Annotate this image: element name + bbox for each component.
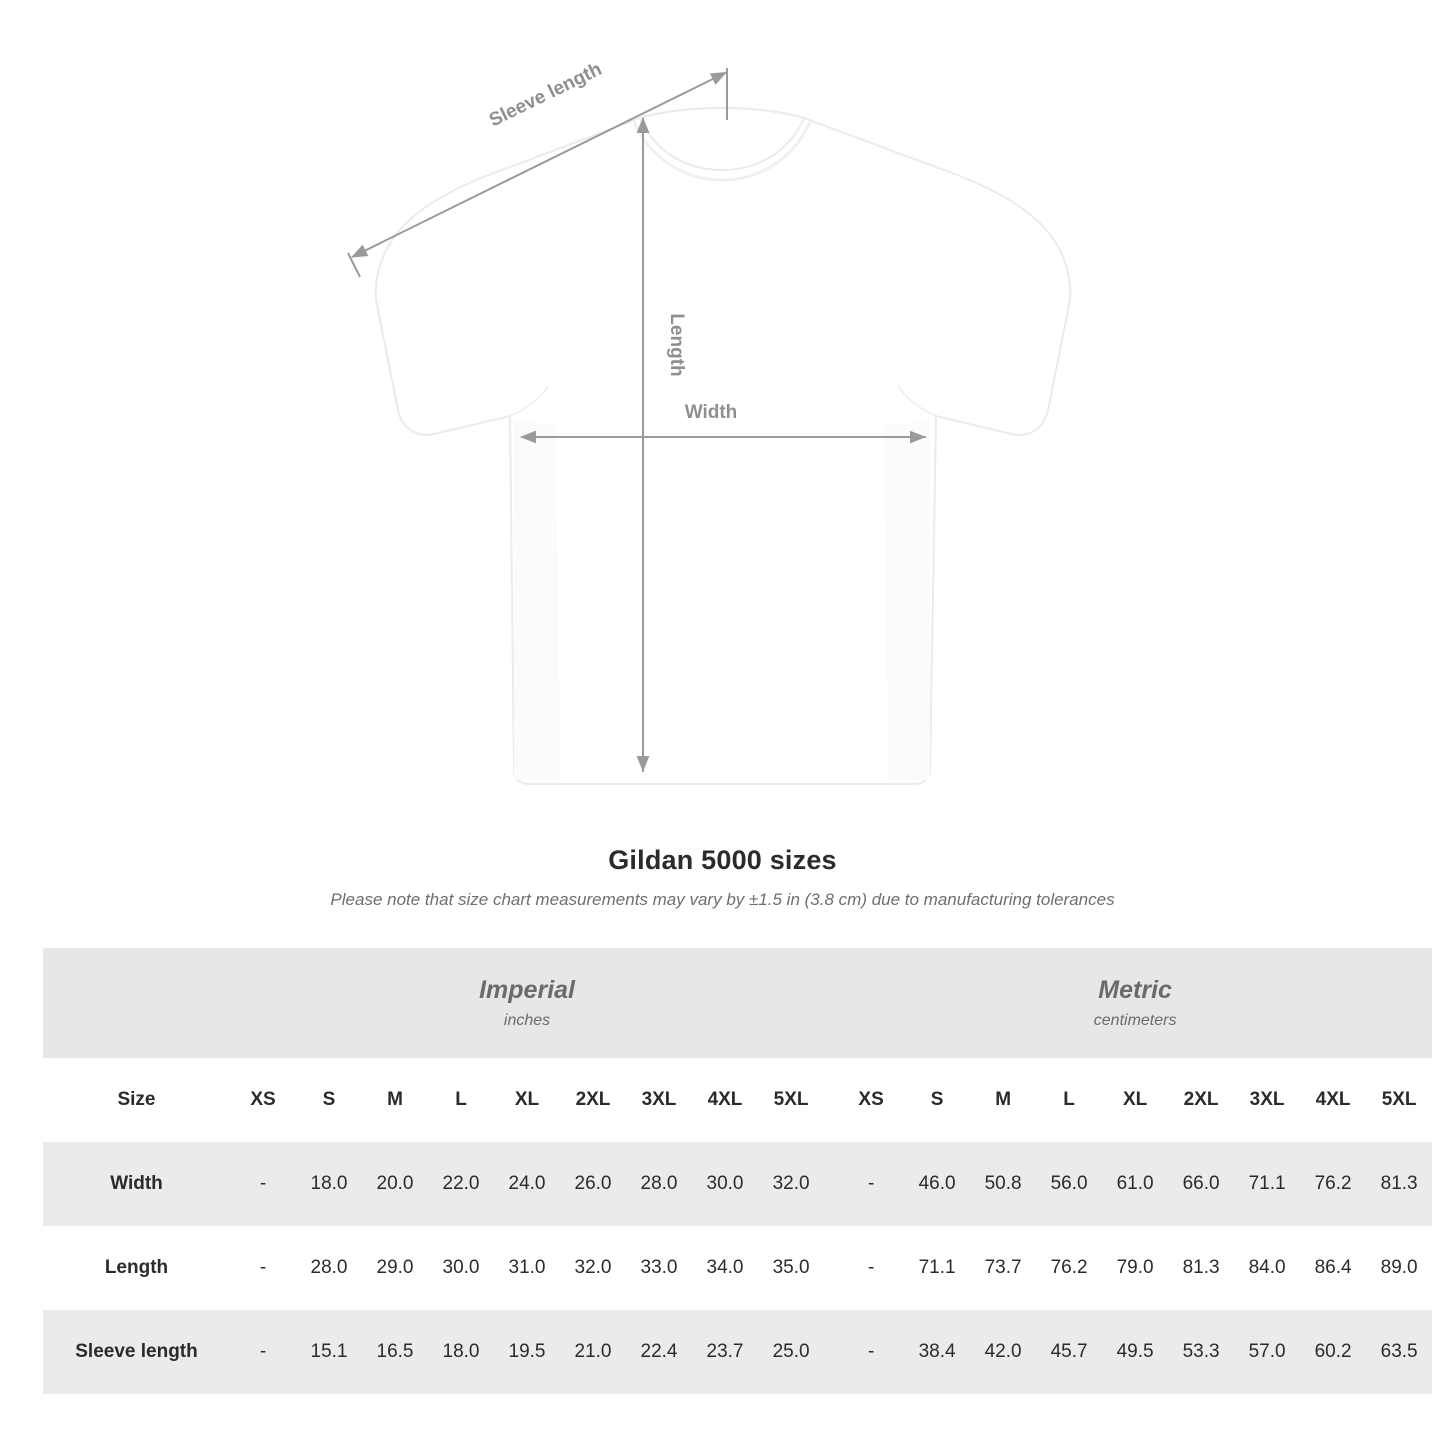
header-size-metric-3xl: 3XL — [1234, 1058, 1300, 1142]
title-block — [0, 845, 1445, 910]
header-size-metric-2xl: 2XL — [1168, 1058, 1234, 1142]
cell-sleeve-metric-l: 45.7 — [1036, 1310, 1102, 1394]
header-size-imperial-4xl: 4XL — [692, 1058, 758, 1142]
table-row — [43, 1310, 1432, 1394]
cell-sleeve-imperial-5xl: 25.0 — [758, 1310, 824, 1394]
cell-sleeve-imperial-3xl: 22.4 — [626, 1310, 692, 1394]
cell-sleeve-metric-5xl: 63.5 — [1366, 1310, 1432, 1394]
cell-length-imperial-m: 29.0 — [362, 1226, 428, 1310]
cell-width-metric-xl: 61.0 — [1102, 1142, 1168, 1226]
cell-sleeve-imperial-xl: 19.5 — [494, 1310, 560, 1394]
cell-length-imperial-5xl: 35.0 — [758, 1226, 824, 1310]
cell-length-imperial-3xl: 33.0 — [626, 1226, 692, 1310]
cell-sleeve-metric-3xl: 57.0 — [1234, 1310, 1300, 1394]
header-size-imperial-xl: XL — [494, 1058, 560, 1142]
header-size-metric-4xl: 4XL — [1300, 1058, 1366, 1142]
cell-length-metric-4xl: 86.4 — [1300, 1226, 1366, 1310]
cell-length-metric-xs: - — [838, 1226, 904, 1310]
cell-length-imperial-2xl: 32.0 — [560, 1226, 626, 1310]
header-size-metric-5xl: 5XL — [1366, 1058, 1432, 1142]
cell-length-imperial-xs: - — [230, 1226, 296, 1310]
cell-length-imperial-xl: 31.0 — [494, 1226, 560, 1310]
cell-width-imperial-s: 18.0 — [296, 1142, 362, 1226]
cell-sleeve-imperial-l: 18.0 — [428, 1310, 494, 1394]
size-table — [43, 948, 1432, 1394]
tshirt-shape — [376, 108, 1071, 784]
metric-subtitle: centimeters — [1093, 1012, 1177, 1029]
cell-length-imperial-l: 30.0 — [428, 1226, 494, 1310]
page-title: Gildan 5000 sizes — [608, 845, 837, 875]
header-size-label: Size — [43, 1058, 230, 1142]
size-table-wrapper — [43, 948, 1418, 1394]
width-label: Width — [684, 402, 738, 423]
unit-header-metric — [838, 948, 1432, 1058]
cell-sleeve-metric-m: 42.0 — [970, 1310, 1036, 1394]
cell-sleeve-imperial-xs: - — [230, 1310, 296, 1394]
imperial-title: Imperial — [479, 976, 575, 1004]
header-size-imperial-s: S — [296, 1058, 362, 1142]
cell-sleeve-imperial-2xl: 21.0 — [560, 1310, 626, 1394]
cell-width-metric-s: 46.0 — [904, 1142, 970, 1226]
cell-width-imperial-3xl: 28.0 — [626, 1142, 692, 1226]
row-gap-sleeve — [824, 1310, 838, 1394]
cell-length-imperial-s: 28.0 — [296, 1226, 362, 1310]
cell-width-metric-4xl: 76.2 — [1300, 1142, 1366, 1226]
row-gap-width — [824, 1142, 838, 1226]
cell-width-metric-xs: - — [838, 1142, 904, 1226]
unit-header-row — [43, 948, 1432, 1058]
cell-width-imperial-l: 22.0 — [428, 1142, 494, 1226]
header-size-imperial-xs: XS — [230, 1058, 296, 1142]
cell-length-metric-l: 76.2 — [1036, 1226, 1102, 1310]
cell-length-metric-3xl: 84.0 — [1234, 1226, 1300, 1310]
cell-width-imperial-xs: - — [230, 1142, 296, 1226]
cell-length-metric-s: 71.1 — [904, 1226, 970, 1310]
header-size-metric-xl: XL — [1102, 1058, 1168, 1142]
cell-sleeve-imperial-s: 15.1 — [296, 1310, 362, 1394]
cell-width-imperial-xl: 24.0 — [494, 1142, 560, 1226]
row-label-sleeve-length: Sleeve length — [43, 1310, 230, 1394]
unit-header-gap — [824, 948, 838, 1058]
header-size-metric-m: M — [970, 1058, 1036, 1142]
cell-sleeve-metric-s: 38.4 — [904, 1310, 970, 1394]
cell-length-metric-xl: 79.0 — [1102, 1226, 1168, 1310]
cell-width-imperial-m: 20.0 — [362, 1142, 428, 1226]
cell-sleeve-metric-2xl: 53.3 — [1168, 1310, 1234, 1394]
cell-sleeve-metric-xs: - — [838, 1310, 904, 1394]
header-size-imperial-3xl: 3XL — [626, 1058, 692, 1142]
table-row — [43, 1226, 1432, 1310]
header-size-metric-l: L — [1036, 1058, 1102, 1142]
row-gap-length — [824, 1226, 838, 1310]
imperial-subtitle: inches — [503, 1012, 551, 1029]
measurement-note: Please note that size chart measurements may vary by ±1.5 in (3.8 cm) due to manufacturing tolerances — [330, 890, 1115, 909]
cell-sleeve-metric-4xl: 60.2 — [1300, 1310, 1366, 1394]
row-label-length: Length — [43, 1226, 230, 1310]
cell-sleeve-imperial-4xl: 23.7 — [692, 1310, 758, 1394]
header-size-imperial-m: M — [362, 1058, 428, 1142]
table-row — [43, 1142, 1432, 1226]
cell-width-imperial-5xl: 32.0 — [758, 1142, 824, 1226]
cell-length-imperial-4xl: 34.0 — [692, 1226, 758, 1310]
header-size-metric-s: S — [904, 1058, 970, 1142]
cell-width-metric-2xl: 66.0 — [1168, 1142, 1234, 1226]
cell-width-metric-5xl: 81.3 — [1366, 1142, 1432, 1226]
cell-sleeve-metric-xl: 49.5 — [1102, 1310, 1168, 1394]
cell-width-imperial-4xl: 30.0 — [692, 1142, 758, 1226]
length-label: Length — [666, 313, 687, 377]
cell-sleeve-imperial-m: 16.5 — [362, 1310, 428, 1394]
header-size-imperial-2xl: 2XL — [560, 1058, 626, 1142]
metric-title: Metric — [1098, 976, 1172, 1004]
cell-length-metric-2xl: 81.3 — [1168, 1226, 1234, 1310]
cell-length-metric-m: 73.7 — [970, 1226, 1036, 1310]
header-size-imperial-l: L — [428, 1058, 494, 1142]
unit-header-spacer — [43, 948, 230, 1058]
header-size-imperial-5xl: 5XL — [758, 1058, 824, 1142]
cell-length-metric-5xl: 89.0 — [1366, 1226, 1432, 1310]
sleeve-length-label: Sleeve length — [485, 58, 606, 132]
row-label-width: Width — [43, 1142, 230, 1226]
header-gap — [824, 1058, 838, 1142]
cell-width-metric-l: 56.0 — [1036, 1142, 1102, 1226]
header-size-metric-xs: XS — [838, 1058, 904, 1142]
unit-header-imperial — [230, 948, 824, 1058]
size-header-row — [43, 1058, 1432, 1142]
cell-width-metric-m: 50.8 — [970, 1142, 1036, 1226]
cell-width-imperial-2xl: 26.0 — [560, 1142, 626, 1226]
cell-width-metric-3xl: 71.1 — [1234, 1142, 1300, 1226]
